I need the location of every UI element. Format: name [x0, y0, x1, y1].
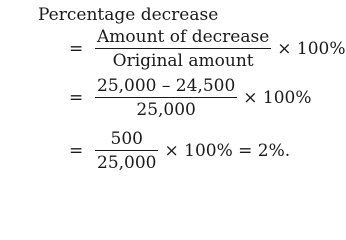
fraction: [95, 76, 237, 121]
multiply-term: × 100%: [243, 88, 312, 108]
fraction-denominator: 25,000: [97, 153, 157, 174]
equation-step-1: [69, 27, 346, 71]
fraction-denominator: Original amount: [112, 51, 254, 72]
fraction: [95, 129, 158, 174]
multiply-term: × 100%: [277, 39, 346, 59]
equation-step-2: [69, 75, 312, 121]
fraction: [95, 27, 271, 72]
equals-sign: =: [69, 39, 84, 59]
fraction-bar: [95, 150, 158, 152]
heading-percentage-decrease: Percentage decrease: [38, 5, 219, 25]
fraction-numerator: Amount of decrease: [97, 26, 270, 47]
equals-sign: =: [69, 141, 84, 161]
equation-step-3: [69, 127, 290, 175]
fraction-denominator: 25,000: [136, 100, 196, 121]
fraction-numerator: 25,000 – 24,500: [97, 75, 236, 96]
equals-sign: =: [69, 88, 84, 108]
fraction-numerator: 500: [110, 128, 143, 149]
fraction-bar: [95, 48, 271, 50]
fraction-bar: [95, 97, 237, 99]
result-term: × 100% = 2%.: [164, 141, 291, 161]
